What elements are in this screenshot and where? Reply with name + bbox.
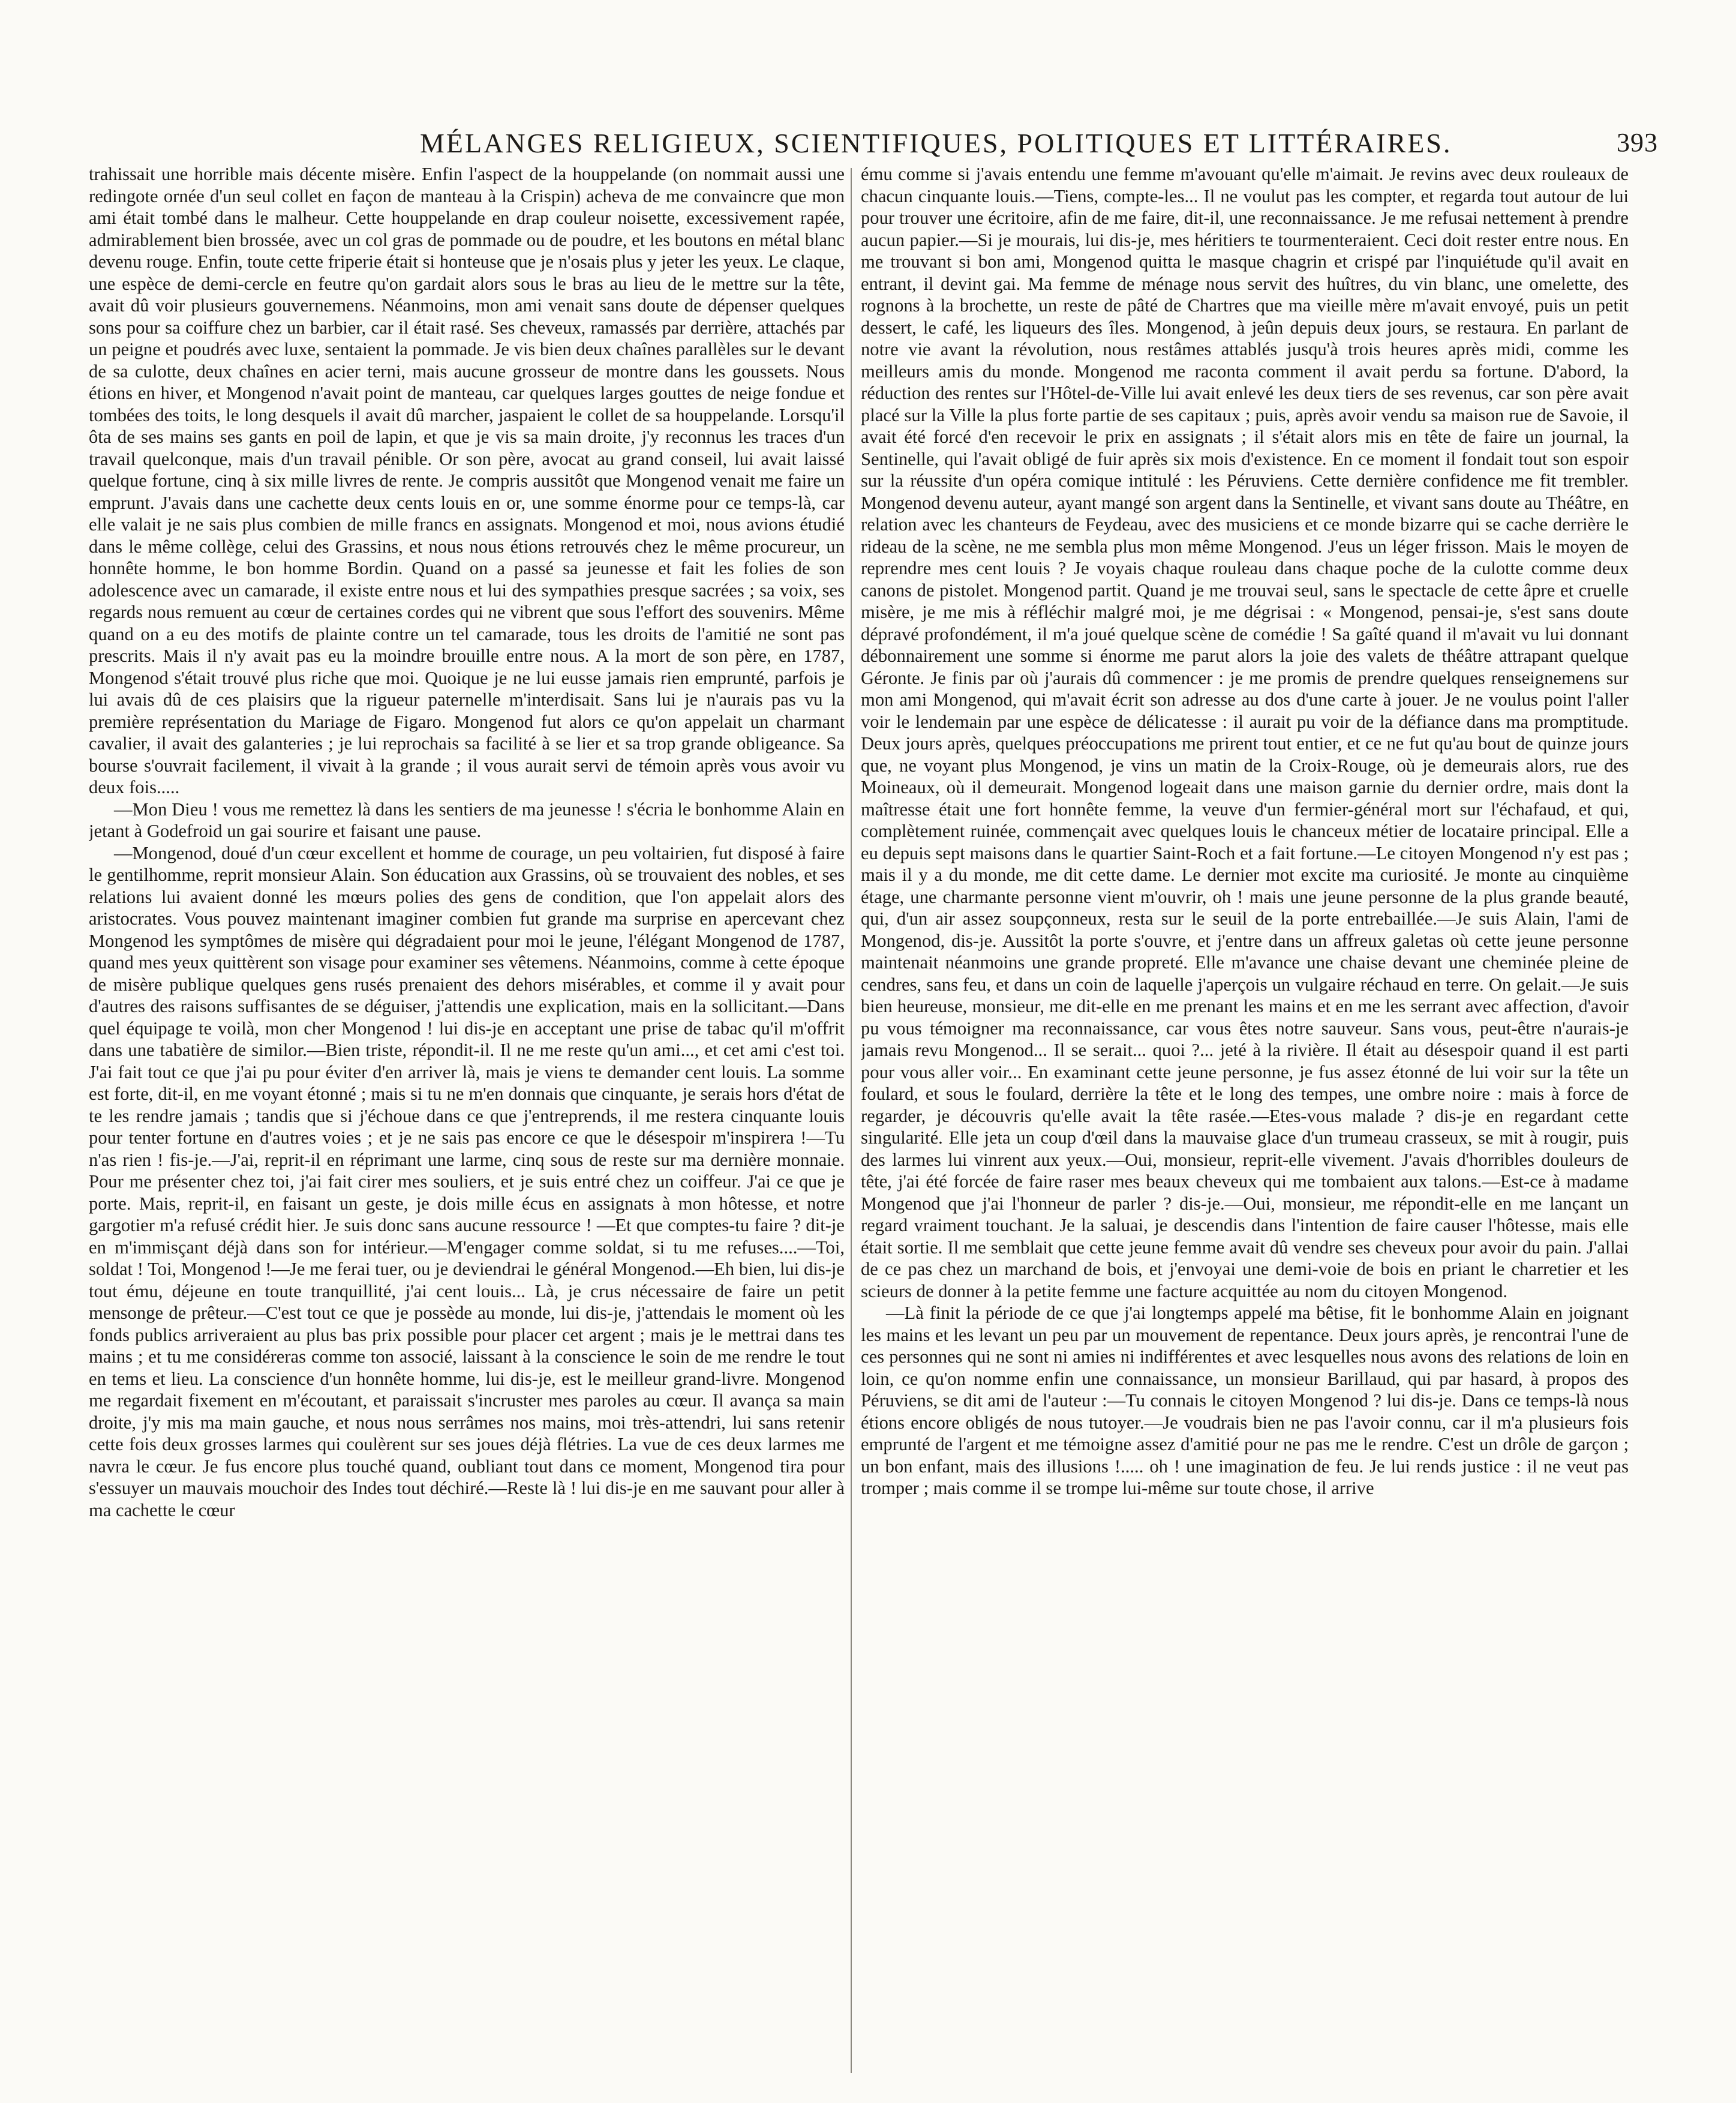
page-header [84,127,1658,166]
column-divider [851,168,852,2073]
left-column [89,163,845,2077]
paragraph: trahissait une horrible mais décente misère. Enfin l'aspect de la houppelande (on nommait aussi une redingote ornée d'un seul collet en façon de manteau à la Crispin) acheva de me convaincre que mon ami était tombé dans le malheur. Cette houppelande en drap couleur noisette, excessivement rapée, admirablement bien brossée, avec un col gras de pommade ou de poudre, et les boutons en métal blanc devenu rouge. Enfin, toute cette friperie était si honteuse que je n'osais plus y jeter les yeux. Le claque, une espèce de demi-cercle en feutre qu'on gardait alors sous le bras au lieu de le mettre sur la tête, avait dû voir plusieurs gouvernemens. Néanmoins, mon ami venait sans doute de dépenser quelques sons pour sa coiffure chez un barbier, car il était rasé. Ses cheveux, ramassés par derrière, attachés par un peigne et poudrés avec luxe, sentaient la pommade. Je vis bien deux chaînes parallèles sur le devant de sa culotte, deux chaînes en acier terni, mais aucune grosseur de montre dans les goussets. Nous étions en hiver, et Mongenod n'avait point de manteau, car quelques larges gouttes de neige fondue et tombées des toits, le long desquels il avait dû marcher, jaspaient le collet de sa houppelande. Lorsqu'il ôta de ses mains ses gants en poil de lapin, et que je vis sa main droite, j'y reconnus les traces d'un travail quelconque, mais d'un travail pénible. Or son père, avocat au grand conseil, lui avait laissé quelque fortune, cinq à six mille livres de rente. Je compris aussitôt que Mongenod venait me faire un emprunt. J'avais dans une cachette deux cents louis en or, une somme énorme pour ce temps-là, car elle valait je ne sais plus combien de mille francs en assignats. Mongenod et moi, nous avions étudié dans le même collège, celui des Grassins, et nous nous étions retrouvés chez le même procureur, un honnête homme, le bon homme Bordin. Quand on a passé sa jeunesse et fait les folies de son adolescence avec un camarade, il existe entre nous et lui des sympathies presque sacrées ; sa voix, ses regards nous remuent au cœur de certaines cordes qui ne vibrent que sous l'effort des souvenirs. Même quand on a eu des motifs de plainte contre un tel camarade, tous les droits de l'amitié ne sont pas prescrits. Mais il n'y avait pas eu la moindre brouille entre nous. A la mort de son père, en 1787, Mongenod s'était trouvé plus riche que moi. Quoique je ne lui eusse jamais rien emprunté, parfois je lui avais dû de ces plaisirs que la rigueur paternelle m'interdisait. Sans lui je n'aurais pas vu la première représentation du Mariage de Figaro. Mongenod fut alors ce qu'on appelait un charmant cavalier, il avait des galanteries ; je lui reprochais sa facilité à se lier et sa trop grande obligeance. Sa bourse s'ouvrait facilement, il vivait à la grande ; il vous aurait servi de témoin après vous avoir vu deux fois..... [89,164,845,797]
paragraph: —Mongenod, doué d'un cœur excellent et homme de courage, un peu voltairien, fut disposé à faire le gentilhomme, reprit monsieur Alain. Son éducation aux Grassins, où se trouvaient des nobles, et ses relations lui avaient donné les mœurs polies des gens de condition, que l'on appelait alors des aristocrates. Vous pouvez maintenant imaginer combien fut grande ma surprise en apercevant chez Mongenod les symptômes de misère qui dégradaient pour moi le jeune, l'élégant Mongenod de 1787, quand mes yeux quittèrent son visage pour examiner ses vêtemens. Néanmoins, comme à cette époque de misère publique quelques gens rusés prenaient des dehors misérables, et comme il y avait pour d'autres des raisons suffisantes de se déguiser, j'attendis une explication, mais en la sollicitant.—Dans quel équipage te voilà, mon cher Mongenod ! lui dis-je en acceptant une prise de tabac qu'il m'offrit dans une tabatière de similor.—Bien triste, répondit-il. Il ne me reste qu'un ami..., et cet ami c'est toi. J'ai fait tout ce que j'ai pu pour éviter d'en arriver là, mais je viens te demander cent louis. La somme est forte, dit-il, en me voyant étonné ; mais si tu ne m'en donnais que cinquante, je serais hors d'état de te les rendre jamais ; tandis que si j'échoue dans ce que j'entreprends, il me restera cinquante louis pour tenter fortune en d'autres voies ; et je ne sais pas encore ce que le désespoir m'inspirera !—Tu n'as rien ! fis-je.—J'ai, reprit-il en réprimant une larme, cinq sous de reste sur ma dernière monnaie. Pour me présenter chez toi, j'ai fait cirer mes souliers, et je suis entré chez un coiffeur. J'ai ce que je porte. Mais, reprit-il, en faisant un geste, je dois mille écus en assignats à mon hôtesse, et notre gargotier m'a refusé crédit hier. Je suis donc sans aucune ressource ! —Et que comptes-tu faire ? dit-je en m'immisçant déjà dans son for intérieur.—M'engager comme soldat, si tu me refuses....—Toi, soldat ! Toi, Mongenod !—Je me ferai tuer, ou je deviendrai le général Mongenod.—Eh bien, lui dis-je tout ému, déjeune en toute tranquillité, j'ai cent louis... Là, je crus nécessaire de faire un petit mensonge de prêteur.—C'est tout ce que je possède au monde, lui dis-je, j'attendais le moment où les fonds publics arriveraient au plus bas prix possible pour placer cet argent ; mais je le mettrai dans tes mains ; et tu me considéreras comme ton associé, laissant à la conscience le soin de me rendre le tout en tems et lieu. La conscience d'un honnête homme, lui dis-je, est le meilleur grand-livre. Mongenod me regardait fixement en m'écoutant, et paraissait s'incruster mes paroles au cœur. Il avança sa main droite, j'y mis ma main gauche, et nous nous serrâmes nos mains, moi très-attendri, lui sans retenir cette fois deux grosses larmes qui coulèrent sur ses joues déjà flétries. La vue de ces deux larmes me navra le cœur. Je fus encore plus touché quand, oubliant tout dans ce moment, Mongenod tira pour s'essuyer un mauvais mouchoir des Indes tout déchiré.—Reste là ! lui dis-je en me sauvant pour aller à ma cachette le cœur [89,842,845,1520]
right-column [861,163,1629,2077]
page-number: 393 [1617,128,1658,157]
paragraph: ému comme si j'avais entendu une femme m'avouant qu'elle m'aimait. Je revins avec deux rouleaux de chacun cinquante louis.—Tiens, compte-les... Il ne voulut pas les compter, et regarda tout autour de lui pour trouver une écritoire, afin de me faire, dit-il, une reconnaissance. Je me refusai nettement à prendre aucun papier.—Si je mourais, lui dis-je, mes héritiers te tourmenteraient. Ceci doit rester entre nous. En me trouvant si bon ami, Mongenod quitta le masque chagrin et crispé par l'inquiétude qu'il avait en entrant, il devint gai. Ma femme de ménage nous servit des huîtres, du vin blanc, une omelette, des rognons à la brochette, un reste de pâté de Chartres que ma vieille mère m'avait envoyé, puis un petit dessert, le café, les liqueurs des îles. Mongenod, à jeûn depuis deux jours, se restaura. En parlant de notre vie avant la révolution, nous restâmes attablés jusqu'à trois heures après midi, comme les meilleurs amis du monde. Mongenod me raconta comment il avait perdu sa fortune. D'abord, la réduction des rentes sur l'Hôtel-de-Ville lui avait enlevé les deux tiers de ses revenus, car son père avait placé sur la Ville la plus forte partie de ses capitaux ; puis, après avoir vendu sa maison rue de Savoie, il avait été forcé d'en recevoir le prix en assignats ; il s'était alors mis en tête de faire un journal, la Sentinelle, qui l'avait obligé de fuir après six mois d'existence. En ce moment il fondait tout son espoir sur la réussite d'un opéra comique intitulé : les Péruviens. Cette dernière confidence me fit trembler. Mongenod devenu auteur, ayant mangé son argent dans la Sentinelle, et vivant sans doute au Théâtre, en relation avec les chanteurs de Feydeau, avec des musiciens et ce monde bizarre qui se cache derrière le rideau de la scène, ne me sembla plus mon même Mongenod. J'eus un léger frisson. Mais le moyen de reprendre mes cent louis ? Je voyais chaque rouleau dans chaque poche de la culotte comme deux canons de pistolet. Mongenod partit. Quand je me trouvai seul, sans le spectacle de cette âpre et cruelle misère, je me mis à réfléchir malgré moi, je me dégrisai : « Mongenod, pensai-je, s'est sans doute dépravé profondément, il m'a joué quelque scène de comédie ! Sa gaîté quand il m'avait vu lui donnant débonnairement une somme si énorme me parut alors la joie des valets de théâtre attrapant quelque Géronte. Je finis par où j'aurais dû commencer : je me promis de prendre quelques renseignemens sur mon ami Mongenod, qui m'avait écrit son adresse au dos d'une carte à jouer. Je ne voulus point l'aller voir le lendemain par une espèce de délicatesse : il aurait pu voir de la défiance dans ma promptitude. Deux jours après, quelques préoccupations me prirent tout entier, et ce ne fut qu'au bout de quinze jours que, ne voyant plus Mongenod, je vins un matin de la Croix-Rouge, où je demeurais alors, rue des Moineaux, où il demeurait. Mongenod logeait dans une maison garnie du dernier ordre, mais dont la maîtresse était une fort honnête femme, la veuve d'un fermier-général mort sur l'échafaud, et qui, complètement ruinée, commençait avec quelques louis le chanceux métier de locataire principal. Elle a eu depuis sept maisons dans le quartier Saint-Roch et a fait fortune.—Le citoyen Mongenod n'y est pas ; mais il y a du monde, me dit cette dame. Le dernier mot excite ma curiosité. Je monte au cinquième étage, une charmante personne vient m'ouvrir, oh ! mais une jeune personne de la plus grande beauté, qui, d'un air assez soupçonneux, resta sur le seuil de la porte entrebaillée.—Je suis Alain, l'ami de Mongenod, dis-je. Aussitôt la porte s'ouvre, et j'entre dans un affreux galetas où cette jeune personne maintenait néanmoins une grande propreté. Elle m'avance une chaise devant une cheminée pleine de cendres, sans feu, et dans un coin de laquelle j'aperçois un vulgaire réchaud en terre. On gelait.—Je suis bien heureuse, monsieur, me dit-elle en me prenant les mains et en me les serrant avec affection, d'avoir pu vous témoigner ma reconnaissance, car vous êtes notre sauveur. Sans vous, peut-être n'aurais-je jamais revu Mongenod... Il se serait... quoi ?... jeté à la rivière. Il était au désespoir quand il est parti pour vous aller voir... En examinant cette jeune personne, je fus assez étonné de lui voir sur la tête un foulard, et sous le foulard, derrière la tête et le long des tempes, une ombre noire : mais à force de regarder, je découvris qu'elle avait la tête rasée.—Etes-vous malade ? dis-je en regardant cette singularité. Elle jeta un coup d'œil dans la mauvaise glace d'un trumeau crasseux, se mit à rougir, puis des larmes lui vinrent aux yeux.—Oui, monsieur, reprit-elle vivement. J'avais d'horribles douleurs de tête, j'ai été forcée de faire raser mes beaux cheveux qui me tombaient aux talons.—Est-ce à madame Mongenod que j'ai l'honneur de parler ? dis-je.—Oui, monsieur, me répondit-elle en me lançant un regard vraiment touchant. Je la saluai, je descendis dans l'intention de faire causer l'hôtesse, mais elle était sortie. Il me semblait que cette jeune femme avait dû vendre ses cheveux pour avoir du pain. J'allai de ce pas chez un marchand de bois, et j'envoyai une demi-voie de bois en priant le charretier et les scieurs de donner à la petite femme une facture acquittée au nom du citoyen Mongenod. [861,164,1629,1301]
paragraph: —Là finit la période de ce que j'ai longtemps appelé ma bêtise, fit le bonhomme Alain en joignant les mains et les levant un peu par un mouvement de repentance. Deux jours après, je rencontrai l'une de ces personnes qui ne sont ni amies ni indifférentes et avec lesquelles nous avons des relations de loin en loin, ce qu'on nomme enfin une connaissance, un monsieur Barillaud, qui par hasard, à propos des Péruviens, se dit ami de l'auteur :—Tu connais le citoyen Mongenod ? lui dis-je. Dans ce temps-là nous étions encore obligés de nous tutoyer.—Je voudrais bien ne pas l'avoir connu, car il m'a plusieurs fois emprunté de l'argent et me témoigne assez d'amitié pour ne pas me le rendre. C'est un drôle de garçon ; un bon enfant, mais des illusions !..... oh ! une imagination de feu. Je lui rends justice : il ne veut pas tromper ; mais comme il se trompe lui-même sur toute chose, il arrive [861,1303,1629,1498]
paragraph: —Mon Dieu ! vous me remettez là dans les sentiers de ma jeunesse ! s'écria le bonhomme Alain en jetant à Godefroid un gai sourire et faisant une pause. [89,799,845,841]
running-title: MÉLANGES RELIGIEUX, SCIENTIFIQUES, POLITIQUES ET LITTÉRAIRES. [420,128,1452,158]
